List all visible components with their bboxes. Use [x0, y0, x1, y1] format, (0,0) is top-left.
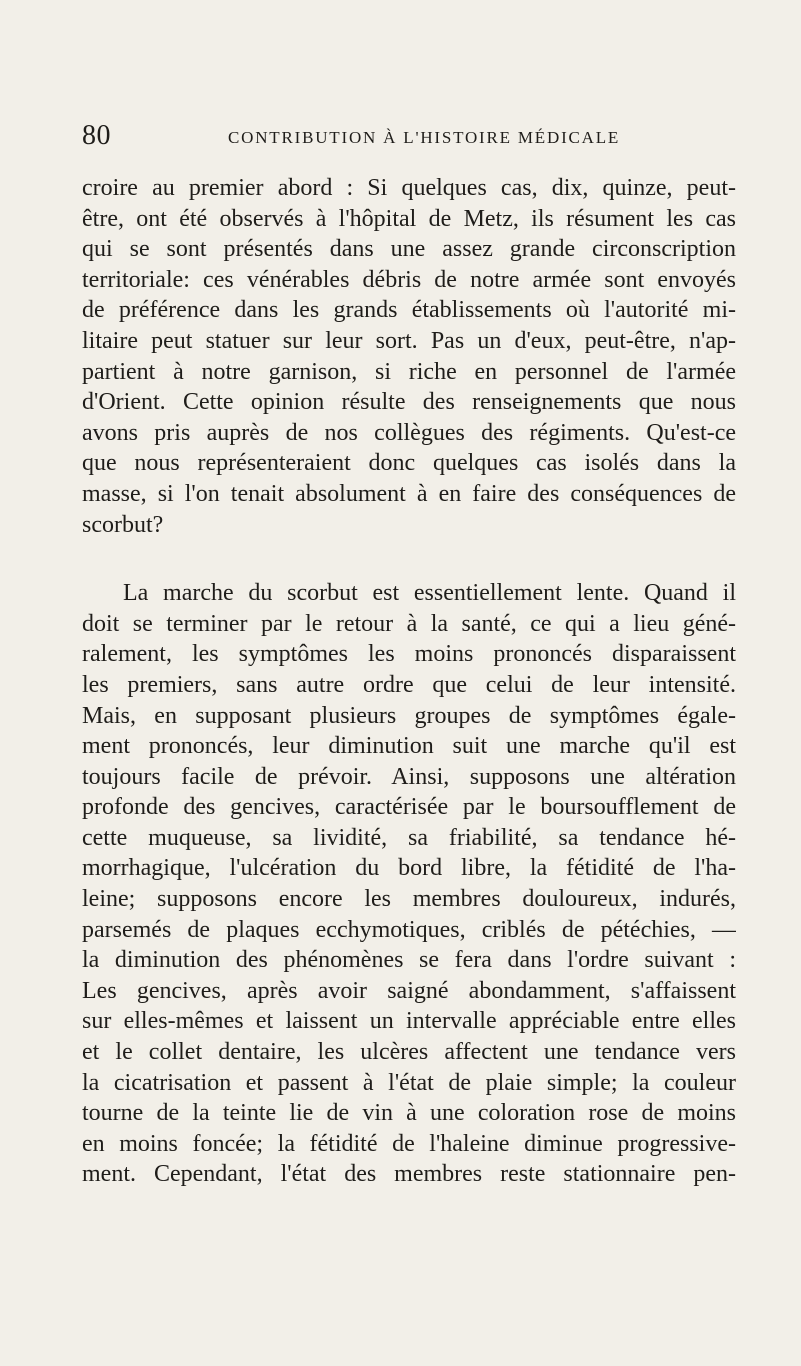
text-line: partient à notre garnison, si riche en personnel de l'armée [82, 358, 736, 385]
page-header [82, 120, 747, 162]
paragraph-gap [82, 540, 736, 578]
text-line: scorbut? [82, 511, 164, 538]
text-line: d'Orient. Cette opinion résulte des renseignements que nous [82, 389, 736, 416]
text-line: ment. Cependant, l'état des membres reste stationnaire pen- [82, 1161, 736, 1188]
text-line: masse, si l'on tenait absolument à en faire des conséquences de [82, 480, 736, 507]
text-line: que nous représenteraient donc quelques cas isolés dans la [82, 450, 736, 477]
text-line: leine; supposons encore les membres douloureux, indurés, [82, 886, 736, 913]
text-line: ralement, les symptômes les moins prononcés disparaissent [82, 641, 736, 668]
text-line: morrhagique, l'ulcération du bord libre, la fétidité de l'ha- [82, 855, 736, 882]
text-line: tourne de la teinte lie de vin à une coloration rose de moins [82, 1100, 736, 1127]
text-line: doit se terminer par le retour à la santé, ce qui a lieu géné- [82, 610, 736, 637]
text-line: être, ont été observés à l'hôpital de Metz, ils résument les cas [82, 205, 736, 232]
running-title: CONTRIBUTION À L'HISTOIRE MÉDICALE [228, 128, 621, 147]
text-line: profonde des gencives, caractérisée par le boursoufflement de [82, 794, 736, 821]
text-line: les premiers, sans autre ordre que celui de leur intensité. [82, 671, 736, 698]
text-line: toujours facile de prévoir. Ainsi, supposons une altération [82, 763, 736, 790]
text-line: croire au premier abord : Si quelques cas, dix, quinze, peut- [82, 175, 736, 201]
text-line: qui se sont présentés dans une assez grande circonscription [82, 236, 736, 263]
paragraph-1 [82, 173, 736, 540]
text-line: la diminution des phénomènes se fera dans l'ordre suivant : [82, 947, 736, 974]
page-number: 80 [82, 120, 111, 151]
paragraph-2 [82, 578, 736, 1190]
text-line: cette muqueuse, sa lividité, sa friabilité, sa tendance hé- [82, 824, 736, 851]
text-line: La marche du scorbut est essentiellement lente. Quand il [123, 580, 736, 607]
text-line: la cicatrisation et passent à l'état de plaie simple; la couleur [82, 1069, 736, 1096]
text-line: en moins foncée; la fétidité de l'haleine diminue progressive- [82, 1130, 736, 1157]
body-text [82, 173, 736, 1190]
text-line: parsemés de plaques ecchymotiques, criblés de pétéchies, — [82, 916, 736, 943]
text-line: sur elles-mêmes et laissent un intervalle appréciable entre elles [82, 1008, 736, 1035]
text-line: Les gencives, après avoir saigné abondamment, s'affaissent [82, 977, 736, 1004]
text-line: et le collet dentaire, les ulcères affectent une tendance vers [82, 1039, 736, 1066]
text-line: territoriale: ces vénérables débris de notre armée sont envoyés [82, 266, 736, 293]
text-line: ment prononcés, leur diminution suit une marche qu'il est [82, 733, 736, 760]
text-line: Mais, en supposant plusieurs groupes de symptômes égale- [82, 702, 736, 729]
text-line: de préférence dans les grands établissements où l'autorité mi- [82, 297, 736, 324]
text-line: avons pris auprès de nos collègues des régiments. Qu'est-ce [82, 419, 736, 446]
text-line: litaire peut statuer sur leur sort. Pas un d'eux, peut-être, n'ap- [82, 327, 736, 354]
